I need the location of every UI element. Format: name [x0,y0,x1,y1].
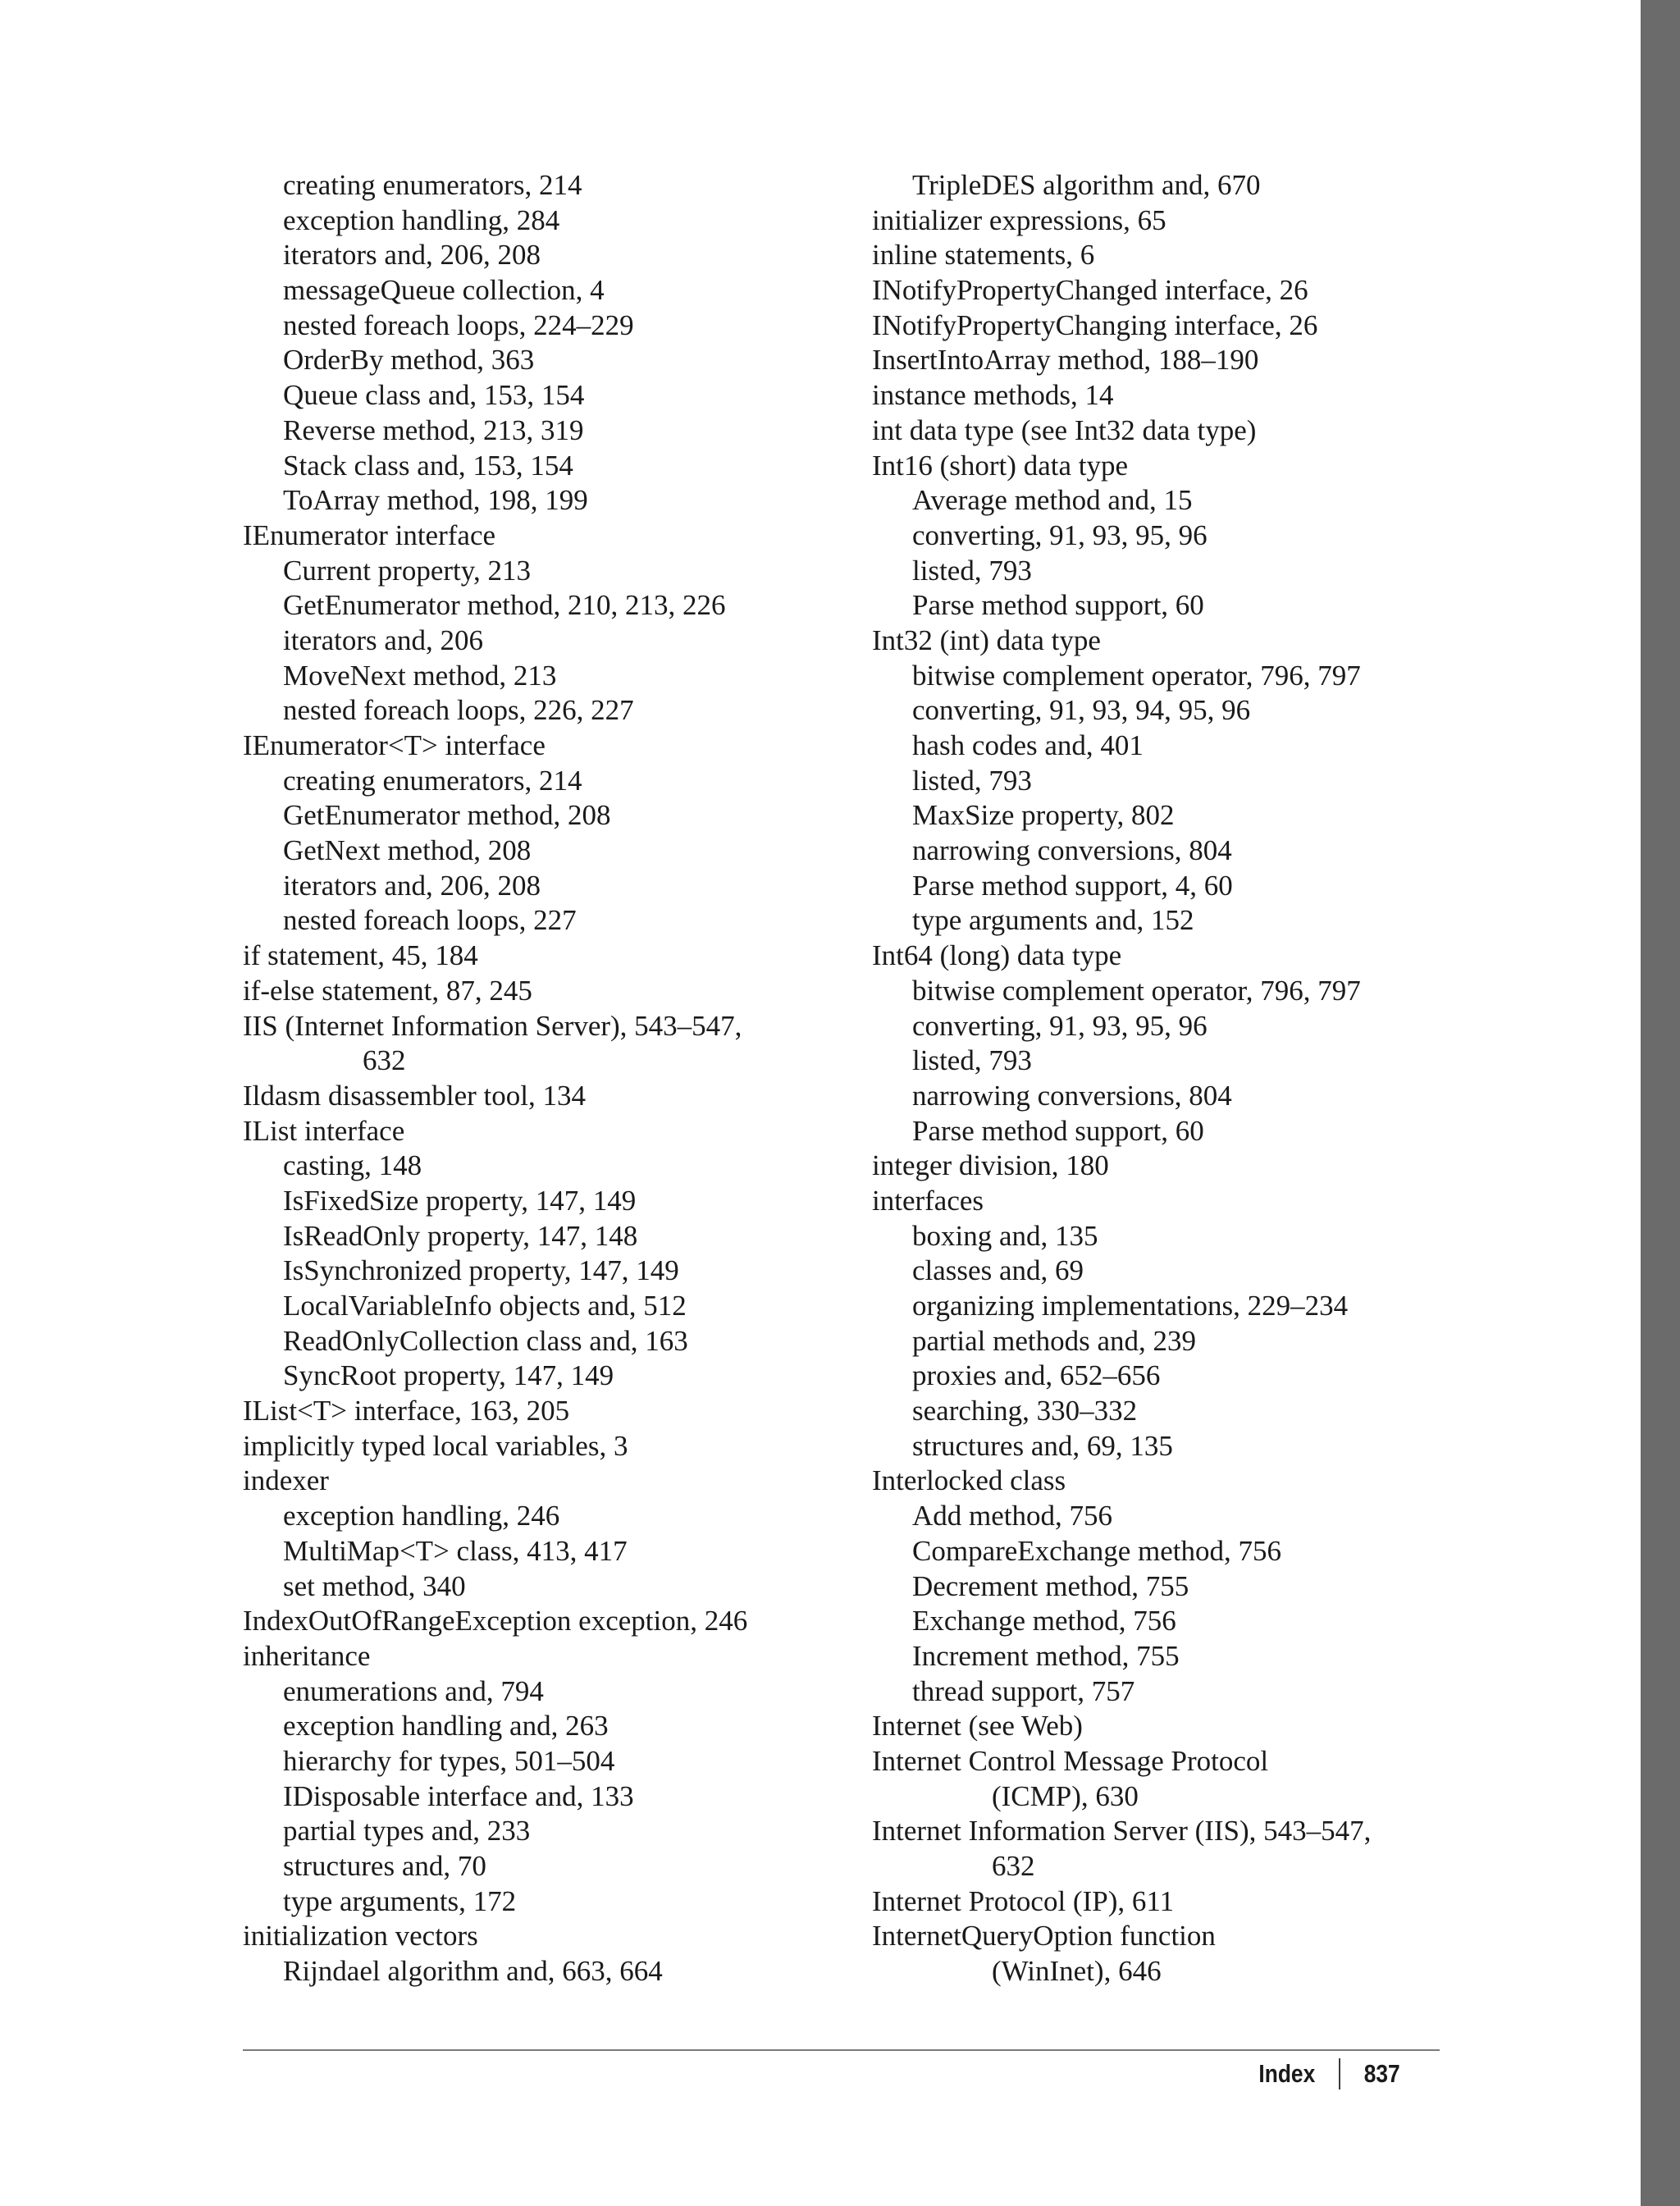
index-column-left [243,168,866,1989]
index-subentry: Decrement method, 755 [912,1569,1189,1602]
index-subentry: listed, 793 [912,1044,1032,1077]
index-entry: Internet Control Message Protocol [872,1744,1269,1777]
index-subentry: Reverse method, 213, 319 [283,413,584,446]
index-entry: IndexOutOfRangeException exception, 246 [243,1605,748,1637]
index-subentry: Increment method, 755 [912,1639,1180,1672]
index-entry: inheritance [243,1639,371,1672]
index-entry: Ildasm disassembler tool, 134 [243,1079,587,1112]
index-entry: implicitly typed local variables, 3 [243,1429,628,1462]
index-subentry: nested foreach loops, 227 [283,904,577,937]
index-entry: Int32 (int) data type [872,623,1101,656]
index-entry: int data type (see Int32 data type) [872,413,1257,446]
index-subentry: thread support, 757 [912,1674,1135,1707]
index-subentry: Stack class and, 153, 154 [283,449,573,482]
index-subentry: GetNext method, 208 [283,834,532,867]
index-subentry: GetEnumerator method, 208 [283,799,611,832]
index-subentry: creating enumerators, 214 [283,169,582,201]
index-entry: InsertIntoArray method, 188–190 [872,344,1259,377]
index-subentry: OrderBy method, 363 [283,344,535,377]
index-subentry: MultiMap<T> class, 413, 417 [283,1534,628,1567]
index-subentry: Current property, 213 [283,554,531,587]
index-subentry: partial types and, 233 [283,1815,531,1847]
index-subentry: boxing and, 135 [912,1219,1098,1252]
index-subentry: exception handling, 246 [283,1500,560,1532]
index-entry-continuation: (WinInet), 646 [992,1955,1162,1988]
index-subentry: exception handling, 284 [283,203,560,236]
index-subentry: Average method and, 15 [912,484,1193,517]
page-edge-bar [1641,0,1680,2206]
index-entry: interfaces [872,1184,984,1217]
index-entry: Int16 (short) data type [872,449,1128,482]
index-subentry: LocalVariableInfo objects and, 512 [283,1290,687,1322]
index-subentry: TripleDES algorithm and, 670 [912,169,1261,201]
index-subentry: Add method, 756 [912,1500,1113,1532]
index-subentry: classes and, 69 [912,1254,1084,1287]
index-subentry: Parse method support, 4, 60 [912,869,1233,902]
index-subentry: Queue class and, 153, 154 [283,379,585,412]
index-subentry: type arguments, 172 [283,1884,517,1917]
index-subentry: Parse method support, 60 [912,1114,1204,1147]
index-entry: instance methods, 14 [872,379,1114,412]
index-subentry: nested foreach loops, 226, 227 [283,694,634,727]
index-subentry: bitwise complement operator, 796, 797 [912,659,1361,692]
footer-separator [1339,2058,1340,2090]
index-entry: inline statements, 6 [872,239,1095,272]
index-subentry: converting, 91, 93, 94, 95, 96 [912,694,1251,727]
index-entry: Internet Protocol (IP), 611 [872,1884,1175,1917]
index-subentry: Parse method support, 60 [912,589,1204,622]
index-subentry: partial methods and, 239 [912,1324,1197,1357]
index-entry-continuation: 632 [992,1850,1035,1882]
footer-section-label: Index [1258,2059,1316,2088]
index-subentry: ReadOnlyCollection class and, 163 [283,1324,688,1357]
index-subentry: CompareExchange method, 756 [912,1534,1282,1567]
index-entry: IList<T> interface, 163, 205 [243,1395,570,1427]
index-subentry: converting, 91, 93, 95, 96 [912,1009,1208,1042]
index-entry: initialization vectors [243,1920,478,1953]
index-entry-continuation: (ICMP), 630 [992,1779,1139,1812]
index-subentry: IsSynchronized property, 147, 149 [283,1254,679,1287]
index-subentry: ToArray method, 198, 199 [283,484,588,517]
index-subentry: IDisposable interface and, 133 [283,1779,634,1812]
index-subentry: nested foreach loops, 224–229 [283,308,634,341]
index-subentry: enumerations and, 794 [283,1674,544,1707]
index-entry: IEnumerator<T> interface [243,729,546,761]
index-subentry: structures and, 70 [283,1850,486,1882]
index-entry: Interlocked class [872,1464,1066,1497]
index-subentry: SyncRoot property, 147, 149 [283,1359,614,1392]
index-subentry: MoveNext method, 213 [283,659,557,692]
index-subentry: bitwise complement operator, 796, 797 [912,974,1361,1007]
index-entry: Internet (see Web) [872,1710,1083,1742]
index-subentry: Exchange method, 756 [912,1605,1176,1637]
index-subentry: narrowing conversions, 804 [912,1079,1232,1112]
index-subentry: casting, 148 [283,1149,422,1182]
index-subentry: hash codes and, 401 [912,729,1144,761]
index-entry: IIS (Internet Information Server), 543–547, [243,1009,742,1042]
index-entry: if statement, 45, 184 [243,939,478,972]
index-entry: Int64 (long) data type [872,939,1122,972]
index-entry: if-else statement, 87, 245 [243,974,532,1007]
index-entry: indexer [243,1464,329,1497]
index-column-right [872,168,1446,1989]
index-subentry: proxies and, 652–656 [912,1359,1161,1392]
index-subentry: listed, 793 [912,764,1032,797]
index-entry: initializer expressions, 65 [872,203,1166,236]
index-subentry: Rijndael algorithm and, 663, 664 [283,1955,663,1988]
index-entry: INotifyPropertyChanged interface, 26 [872,274,1308,307]
index-subentry: narrowing conversions, 804 [912,834,1232,867]
index-subentry: set method, 340 [283,1569,466,1602]
index-entry: IList interface [243,1114,405,1147]
page-footer [1259,2057,1400,2091]
index-entry: InternetQueryOption function [872,1920,1216,1953]
index-subentry: messageQueue collection, 4 [283,274,605,307]
index-subentry: organizing implementations, 229–234 [912,1290,1349,1322]
index-subentry: IsFixedSize property, 147, 149 [283,1184,637,1217]
footer-rule [243,2049,1440,2051]
index-subentry: type arguments and, 152 [912,904,1194,937]
index-subentry: IsReadOnly property, 147, 148 [283,1219,638,1252]
index-subentry: converting, 91, 93, 95, 96 [912,518,1208,551]
index-subentry: exception handling and, 263 [283,1710,609,1742]
index-entry: INotifyPropertyChanging interface, 26 [872,308,1318,341]
index-subentry: iterators and, 206 [283,623,483,656]
index-subentry: iterators and, 206, 208 [283,239,541,272]
index-subentry: listed, 793 [912,554,1032,587]
index-subentry: structures and, 69, 135 [912,1429,1173,1462]
index-subentry: hierarchy for types, 501–504 [283,1744,615,1777]
page-number: 837 [1364,2059,1400,2088]
index-subentry: creating enumerators, 214 [283,764,582,797]
index-subentry: GetEnumerator method, 210, 213, 226 [283,589,726,622]
index-entry: IEnumerator interface [243,518,496,551]
index-entry: Internet Information Server (IIS), 543–547, [872,1815,1372,1847]
index-subentry: searching, 330–332 [912,1395,1138,1427]
index-subentry: iterators and, 206, 208 [283,869,541,902]
index-entry: integer division, 180 [872,1149,1109,1182]
index-entry-continuation: 632 [363,1044,406,1077]
index-subentry: MaxSize property, 802 [912,799,1175,832]
